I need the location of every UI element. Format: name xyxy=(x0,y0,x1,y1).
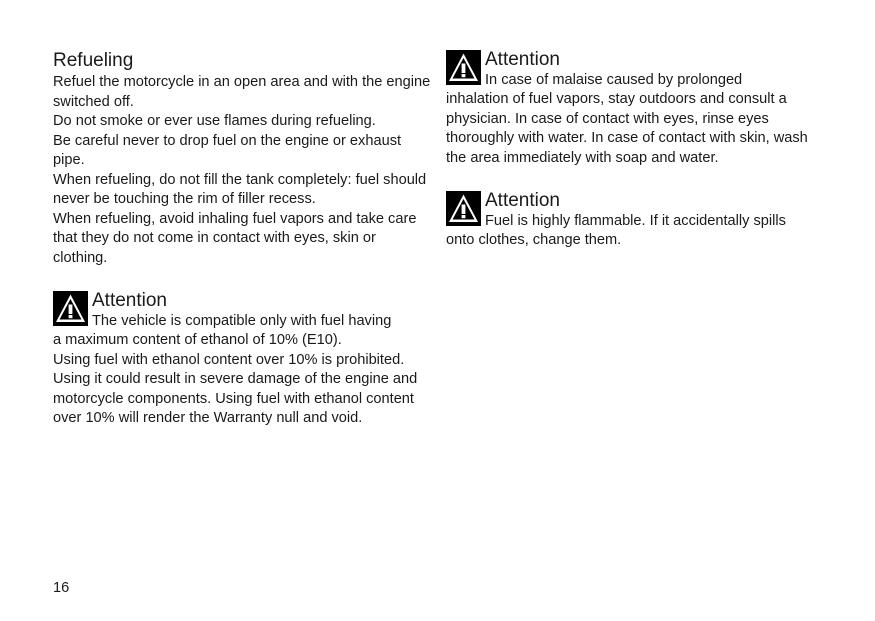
attention-text-2: Using fuel with ethanol content over 10% is prohibited. Using it could result in severe damage of the engine and motorcycle components. Using fuel with ethanol content over 10% will render the Warranty null and void. xyxy=(53,351,418,426)
attention-title: Attention xyxy=(485,49,560,70)
attention-vapors xyxy=(446,49,826,168)
warning-triangle-icon xyxy=(53,291,88,326)
attention-title: Attention xyxy=(485,190,560,211)
attention-text: inhalation of fuel vapors, stay outdoors and consult a physician. In case of contact with eyes, rinse eyes thoroughly with water. In case of contact with skin, wash the area immediately with soap and water. xyxy=(446,91,808,166)
attention-text: a maximum content of ethanol of 10% (E10). xyxy=(53,332,342,348)
refueling-paragraph-2: Do not smoke or ever use flames during refueling. xyxy=(53,113,376,129)
refueling-paragraph-3: Be careful never to drop fuel on the engine or exhaust pipe. xyxy=(53,132,402,168)
attention-ethanol xyxy=(53,290,433,429)
refueling-paragraph-4: When refueling, do not fill the tank completely: fuel should never be touching the rim of filler recess. xyxy=(53,171,427,207)
attention-first-line: The vehicle is compatible only with fuel having xyxy=(92,313,392,329)
right-column xyxy=(446,49,826,251)
warning-triangle-icon xyxy=(446,50,481,85)
refueling-heading: Refueling xyxy=(53,50,134,71)
page-number: 16 xyxy=(53,580,70,596)
refueling-paragraph-5: When refueling, avoid inhaling fuel vapors and take care that they do not come in contact with eyes, skin or clothing. xyxy=(53,210,417,266)
attention-title: Attention xyxy=(92,290,167,311)
attention-text: onto clothes, change them. xyxy=(446,232,622,248)
left-column xyxy=(53,49,433,429)
attention-first-line: In case of malaise caused by prolonged xyxy=(485,72,743,88)
warning-triangle-icon xyxy=(446,191,481,226)
attention-first-line: Fuel is highly flammable. If it accidentally spills xyxy=(485,213,786,229)
attention-flammable xyxy=(446,190,826,251)
refueling-paragraph-1: Refuel the motorcycle in an open area and with the engine switched off. xyxy=(53,74,431,110)
